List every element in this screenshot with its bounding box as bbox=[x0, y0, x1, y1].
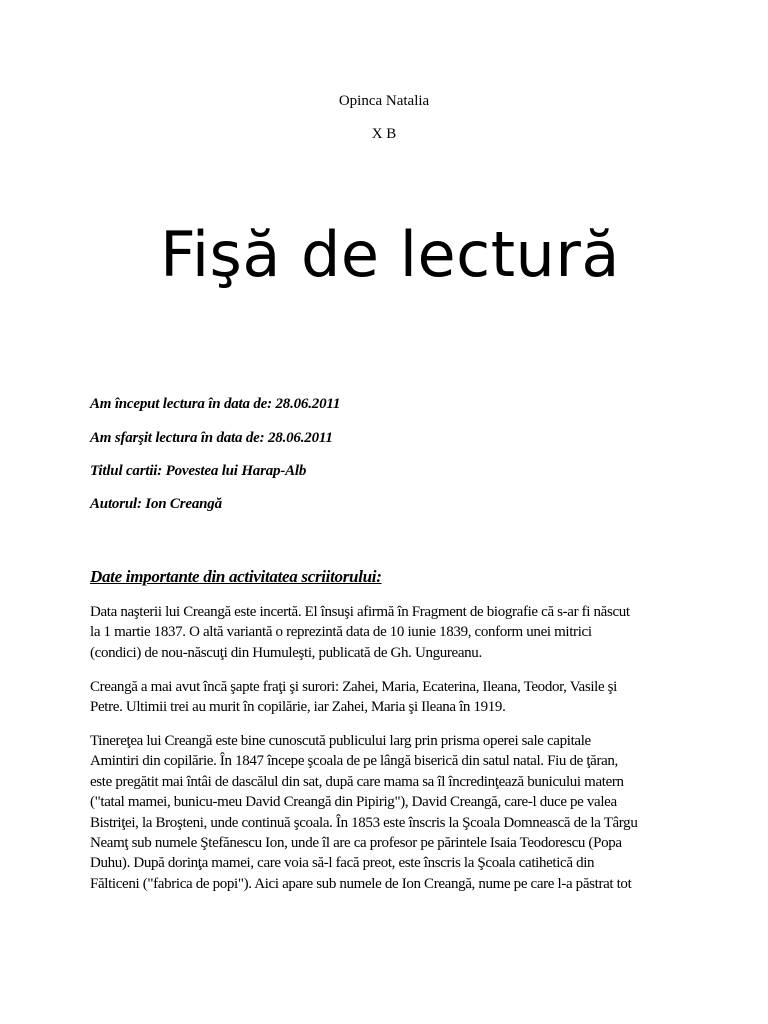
paragraph bbox=[90, 602, 690, 663]
paragraph-line: (condici) de nou-născuţi din Humuleşti, publicată de Gh. Ungureanu. bbox=[90, 644, 482, 661]
paragraph bbox=[90, 731, 690, 894]
class-name: X B bbox=[371, 126, 397, 142]
reading-end-date: Am sfarşit lectura în data de: 28.06.2011 bbox=[90, 430, 333, 446]
section-heading: Date importante din activitatea scriitorului: bbox=[90, 567, 382, 586]
paragraph-line: Neamţ sub numele Ştefănescu Ion, unde îl are ca profesor pe părintele Isaia Teodorescu (Popa bbox=[90, 835, 622, 852]
paragraph-line: Tinereţea lui Creangă este bine cunoscută publicului larg prin prisma operei sale capitale bbox=[90, 733, 591, 749]
paragraph bbox=[90, 677, 690, 718]
author-name: Opinca Natalia bbox=[338, 93, 430, 109]
paragraph-line: Fălticeni ("fabrica de popi"). Aici apare sub numele de Ion Creangă, nume pe care l-a păstrat tot bbox=[90, 875, 632, 892]
document-title: Fişă de lectură bbox=[160, 218, 620, 291]
reading-start-date: Am început lectura în data de: 28.06.2011 bbox=[90, 396, 341, 412]
paragraph-line: Data naşterii lui Creangă este incertă. El însuşi afirmă în Fragment de biografie că s-ar fi născut bbox=[90, 604, 630, 620]
paragraph-line: ("tatal mamei, bunicu-meu David Creangă din Pipirig"), David Creangă, care-l duce pe valea bbox=[90, 794, 617, 811]
paragraph-line: la 1 martie 1837. O altă variantă o reprezintă data de 10 iunie 1839, conform unei mitrici bbox=[90, 624, 592, 641]
paragraph-line: Duhu). După dorinţa mamei, care voia să-l facă preot, este înscris la Şcoala catihetică din bbox=[90, 855, 595, 872]
paragraph-line: Creangă a mai avut încă şapte fraţi şi surori: Zahei, Maria, Ecaterina, Ileana, Teodor, Vasile şi bbox=[90, 679, 617, 695]
paragraph-line: este pregătit mai întâi de dascălul din sat, după care mama sa îl încredinţează bunicului matern bbox=[90, 773, 624, 790]
book-author: Autorul: Ion Creangă bbox=[90, 496, 222, 512]
paragraph-line: Petre. Ultimii trei au murit în copilărie, iar Zahei, Maria şi Ileana în 1919. bbox=[90, 699, 506, 716]
book-title: Titlul cartii: Povestea lui Harap-Alb bbox=[90, 463, 307, 479]
paragraph-line: Amintiri din copilărie. În 1847 începe şcoala de pe lângă biserică din satul natal. Fiu de ţăran, bbox=[90, 753, 618, 770]
paragraph-line: Bistriţei, la Broşteni, unde continuă şcoala. În 1853 este înscris la Şcoala Domnească de la Târgu bbox=[90, 814, 638, 831]
